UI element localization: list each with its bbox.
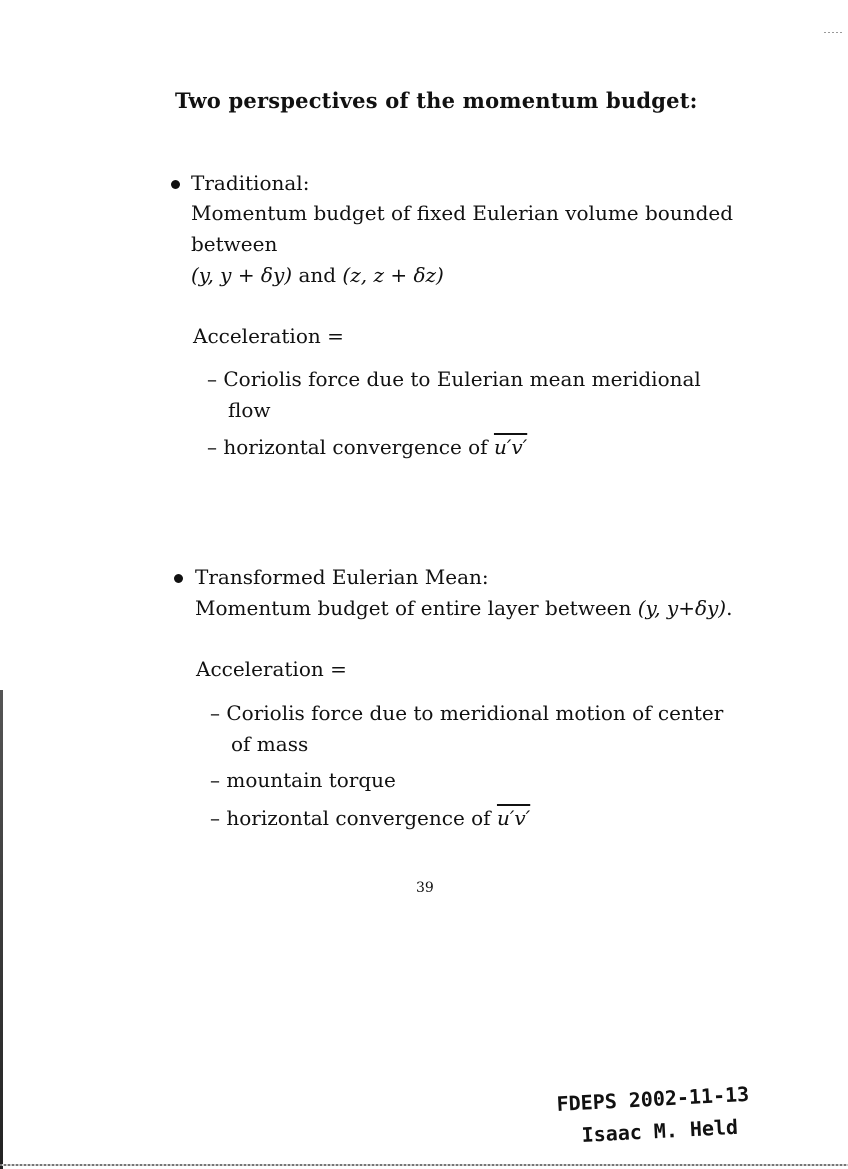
- section2-item3: [210, 803, 530, 834]
- section1-math-z: (z, z + δz): [342, 263, 444, 287]
- section1-item2-text: – horizontal convergence of: [207, 435, 494, 459]
- section1-item1-line2: flow: [228, 398, 271, 422]
- section1-item2-math: u′v′: [493, 435, 528, 459]
- section1-math-y: (y, y + δy): [191, 263, 293, 287]
- scan-border-left: [0, 690, 3, 1169]
- section1-line1: Momentum budget of fixed Eulerian volume bounded: [191, 201, 734, 225]
- section2-line1: [195, 593, 732, 624]
- section2-period: .: [726, 596, 733, 620]
- section1-and: and: [298, 263, 337, 287]
- section2-line1-text: Momentum budget of entire layer between: [195, 596, 638, 620]
- section2-heading: Transformed Eulerian Mean:: [195, 565, 489, 589]
- section2-item2: – mountain torque: [210, 768, 396, 792]
- bullet-icon: [174, 574, 183, 583]
- section2-acceleration: Acceleration =: [196, 657, 347, 681]
- section1-item1-line1: – Coriolis force due to Eulerian mean meridional: [207, 367, 701, 391]
- section1-item2: [207, 432, 527, 463]
- scan-speck: [824, 32, 842, 33]
- section2-item3-math: u′v′: [496, 806, 531, 830]
- section2-math: (y, y+δy): [637, 596, 727, 620]
- scan-border-bottom: [0, 1164, 848, 1166]
- section2-item3-text: – horizontal convergence of: [210, 806, 497, 830]
- page-number: 39: [416, 880, 434, 896]
- handwritten-annotation-line1: FDEPS 2002-11-13: [556, 1081, 750, 1116]
- section1-acceleration: Acceleration =: [193, 324, 344, 348]
- section1-heading: Traditional:: [191, 171, 310, 195]
- section1-bounds: [191, 260, 444, 291]
- section2-item1-line1: – Coriolis force due to meridional motion of center: [210, 701, 724, 725]
- section1-line2: between: [191, 232, 278, 256]
- section2-item1-line2: of mass: [231, 732, 309, 756]
- handwritten-annotation-line2: Isaac M. Held: [581, 1114, 739, 1147]
- bullet-icon: [171, 180, 180, 189]
- page-title: Two perspectives of the momentum budget:: [175, 88, 698, 113]
